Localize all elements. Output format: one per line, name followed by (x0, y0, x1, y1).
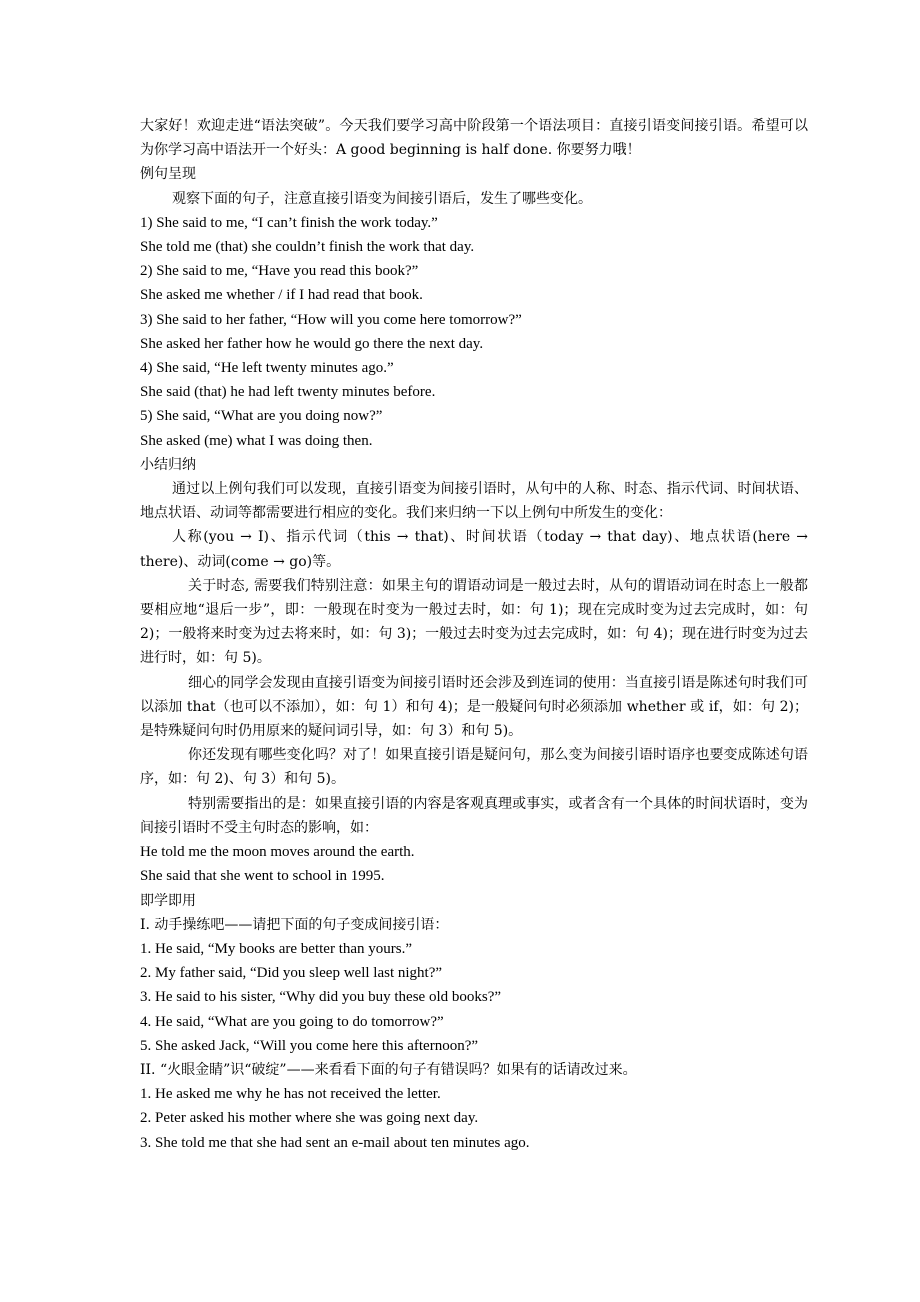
example-direct-5: 5) She said, “What are you doing now?” (140, 408, 383, 425)
special-example-2: She said that she went to school in 1995. (140, 868, 385, 885)
special-example-1: He told me the moon moves around the earth. (140, 844, 415, 861)
example-direct-4: 4) She said, “He left twenty minutes ago.” (140, 360, 394, 377)
summary-paragraph-1: 通过以上例句我们可以发现，直接引语变为间接引语时，从句中的人称、时态、指示代词、时间状语、地点状语、动词等都需要进行相应的变化。我们来归纳一下以上例句中所发生的变化： (140, 481, 808, 522)
observe-instruction: 观察下面的句子，注意直接引语变为间接引语后，发生了哪些变化。 (172, 190, 592, 207)
example-direct-3: 3) She said to her father, “How will you come here tomorrow?” (140, 311, 522, 328)
exercise-2-title: II. “火眼金睛”识“破绽”——来看看下面的句子有错误吗？如果有的话请改过来。 (140, 1061, 637, 1078)
example-indirect-4: She said (that) he had left twenty minutes before. (140, 384, 436, 401)
exercise-1-item: 3. He said to his sister, “Why did you buy these old books?” (140, 989, 502, 1006)
example-direct-1: 1) She said to me, “I can’t finish the work today.” (140, 214, 438, 231)
exercise-2-item: 2. Peter asked his mother where she was going next day. (140, 1110, 479, 1127)
section-title-summary: 小结归纳 (140, 456, 196, 473)
exercise-1-item: 2. My father said, “Did you sleep well last night?” (140, 965, 443, 982)
summary-paragraph-3: 关于时态, 需要我们特别注意：如果主句的谓语动词是一般过去时，从句的谓语动词在时态上一般都要相应地“退后一步”，即：一般现在时变为一般过去时，如：句 1)；现在完成时变为过去完成时，如：句 2)；一般将来时变为过去将来时，如：句 3)；一般过去时变为过去完成时，如：句 4)；现在进行时变为过去进行时，如：句 5)。 (140, 577, 809, 667)
example-indirect-3: She asked her father how he would go there the next day. (140, 335, 484, 352)
exercise-1-item: 5. She asked Jack, “Will you come here this afternoon?” (140, 1037, 479, 1054)
summary-paragraph-2: 人称(you → I)、指示代词（this → that)、时间状语（today → that day)、地点状语(here → there)、动词(come → go)等。 (140, 529, 808, 570)
exercise-1-item: 4. He said, “What are you going to do tomorrow?” (140, 1013, 444, 1030)
exercise-2-item: 1. He asked me why he has not received the letter. (140, 1086, 441, 1103)
example-indirect-2: She asked me whether / if I had read that book. (140, 287, 423, 304)
exercise-2-item: 3. She told me that she had sent an e-mail about ten minutes ago. (140, 1134, 530, 1151)
exercise-1-title: I. 动手操练吧——请把下面的句子变成间接引语： (140, 916, 449, 933)
example-direct-2: 2) She said to me, “Have you read this book?” (140, 263, 419, 280)
intro-paragraph: 大家好！欢迎走进“语法突破”。今天我们要学习高中阶段第一个语法项目：直接引语变间接引语。希望可以为你学习高中语法开一个好头：A good beginning is half done. 你要努力哦！ (140, 118, 808, 159)
summary-paragraph-6: 特别需要指出的是：如果直接引语的内容是客观真理或事实，或者含有一个具体的时间状语时，变为间接引语时不受主句时态的影响，如： (140, 795, 808, 836)
document-page (140, 114, 808, 1155)
example-indirect-5: She asked (me) what I was doing then. (140, 432, 373, 449)
exercise-1-item: 1. He said, “My books are better than yours.” (140, 940, 413, 957)
section-title-examples: 例句呈现 (140, 166, 196, 183)
example-indirect-1: She told me (that) she couldn’t finish the work that day. (140, 239, 475, 256)
summary-paragraph-5: 你还发现有哪些变化吗？对了！如果直接引语是疑问句，那么变为间接引语时语序也要变成陈述句语序，如：句 2)、句 3）和句 5)。 (140, 747, 808, 788)
section-title-practice: 即学即用 (140, 892, 196, 909)
summary-paragraph-4: 细心的同学会发现由直接引语变为间接引语时还会涉及到连词的使用：当直接引语是陈述句时我们可以添加 that（也可以不添加），如：句 1）和句 4)；是一般疑问句时必须添加 whether 或 if，如：句 2)；是特殊疑问句时仍用原来的疑问词引导，如：句 3）和句 5)。 (140, 674, 808, 740)
